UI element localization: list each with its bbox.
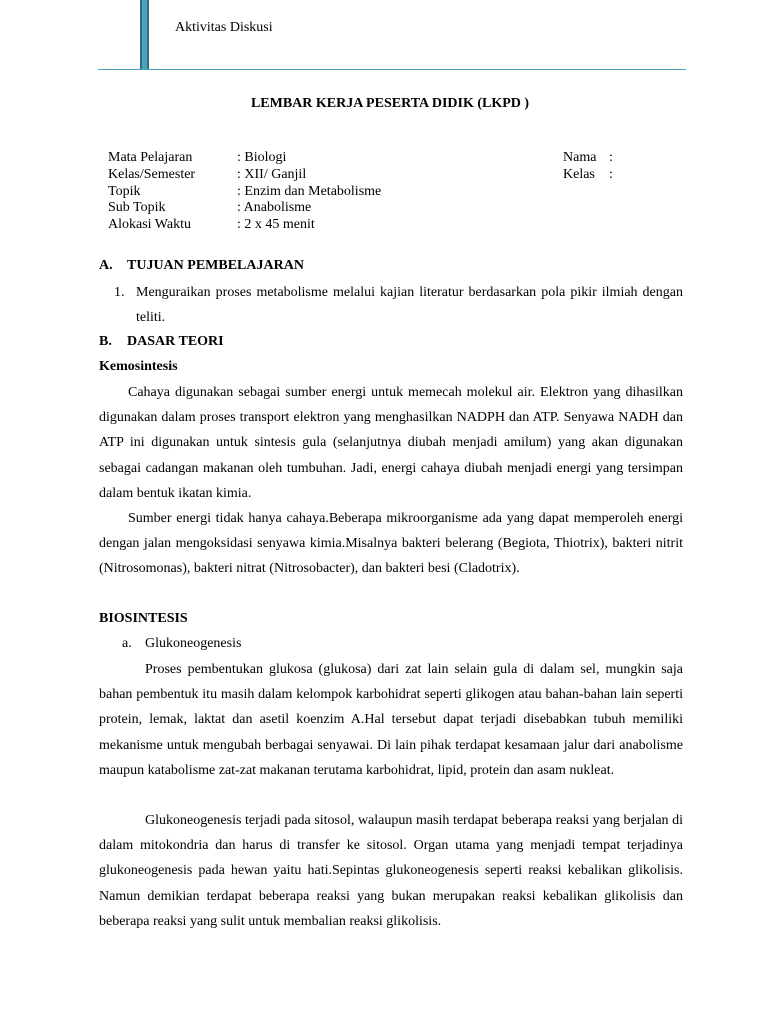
kemosintesis-paragraph-1: Cahaya digunakan sebagai sumber energi untuk memecah molekul air. Elektron yang dihasilkan digunakan dalam proses transport elektron yang menghasilkan NADPH dan ATP. Senyawa NADH dan ATP ini digunakan untuk sintesis gula (selanjutnya diubah menjadi amilum) yang akan digunakan sebagai cadangan makanan oleh tumbuhan. Jadi, energi cahaya diubah menjadi energi yang tersimpan dalam bentuk ikatan kimia. — [99, 385, 683, 501]
biosintesis-heading: BIOSINTESIS — [99, 611, 188, 626]
document-title: LEMBAR KERJA PESERTA DIDIK (LKPD ) — [250, 96, 530, 111]
student-name-row — [563, 150, 613, 167]
student-class-row — [563, 167, 613, 184]
sub-item-letter: a. — [122, 636, 132, 651]
meta-values — [237, 150, 381, 234]
sub-item-title: Glukoneogenesis — [145, 636, 242, 651]
meta-value-class: : XII/ Ganjil — [237, 166, 307, 182]
section-b-title: DASAR TEORI — [127, 334, 224, 349]
meta-label-subject: Mata Pelajaran — [108, 150, 193, 165]
section-b-letter: B. — [99, 334, 112, 349]
header-label: Aktivitas Diskusi — [175, 20, 273, 35]
meta-labels — [108, 150, 195, 234]
meta-label-topic: Topik — [108, 183, 141, 199]
meta-value-time: : 2 x 45 menit — [237, 217, 315, 233]
section-a-heading — [99, 258, 304, 274]
meta-value-subtopic: : Anabolisme — [237, 200, 312, 216]
kemosintesis-paragraph-2: Sumber energi tidak hanya cahaya.Beberapa mikroorganisme ada yang dapat memperoleh energi dengan jalan mengoksidasi senyawa kimia.Misalnya bakteri belerang (Begiota, Thiotrix), bakteri nitrit (Nitrosomonas), bakteri nitrat (Nitrosobacter), dan bakteri besi (Cladotrix). — [99, 511, 683, 577]
sub-item-glukoneogenesis — [122, 636, 241, 652]
list-item — [114, 280, 683, 330]
meta-label-class: Kelas/Semester — [108, 166, 196, 182]
list-item-text: Menguraikan proses metabolisme melalui kajian literatur berdasarkan pola pikir ilmiah dengan teliti. — [136, 285, 683, 326]
glukoneogenesis-paragraph-1: Proses pembentukan glukosa (glukosa) dari zat lain selain gula di dalam sel, mungkin saja bahan pembentuk itu masih dalam kelompok karbohidrat seperti glikogen atau bahan-bahan lain seperti protein, lemak, laktat dan asetil koenzim A.Hal tersebut dapat terjadi disebabkan tubuh memiliki mekanisme untuk mengubah berbagai senyawai. Di lain pihak terdapat kesamaan jalur dari anabolisme maupun katabolisme zat-zat makanan terutama karbohidrat, lipid, protein dan asam nukleat. — [99, 662, 683, 778]
section-a-letter: A. — [99, 258, 113, 273]
student-name-value: : — [609, 150, 613, 165]
student-class-label: Kelas — [563, 166, 595, 182]
header-accent-bar — [140, 0, 149, 70]
meta-label-time: Alokasi Waktu — [108, 217, 191, 233]
list-item-number: 1. — [114, 285, 125, 300]
meta-value-topic: : Enzim dan Metabolisme — [237, 183, 382, 199]
glukoneogenesis-paragraph-2: Glukoneogenesis terjadi pada sitosol, walaupun masih terdapat beberapa reaksi yang berjalan di dalam mitokondria dan harus di transfer ke sitosol. Organ utama yang menjadi tempat terjadinya glukoneogenesis pada hewan yaitu hati.Sepintas glukoneogenesis seperti reaksi kebalikan glikolisis. Namun demikian terdapat beberapa reaksi yang bukan merupakan reaksi kebalikan glikolisis dan beberapa reaksi yang sulit untuk membalian reaksi glikolisis. — [99, 813, 683, 929]
student-name-label: Nama — [563, 150, 597, 165]
meta-label-subtopic: Sub Topik — [108, 200, 166, 216]
kemosintesis-heading: Kemosintesis — [99, 359, 178, 374]
student-class-value: : — [609, 166, 613, 182]
section-a-title: TUJUAN PEMBELAJARAN — [127, 258, 304, 273]
header-divider — [98, 69, 686, 70]
student-info — [563, 150, 613, 184]
section-b-heading — [99, 334, 224, 350]
meta-value-subject: : Biologi — [237, 150, 287, 165]
